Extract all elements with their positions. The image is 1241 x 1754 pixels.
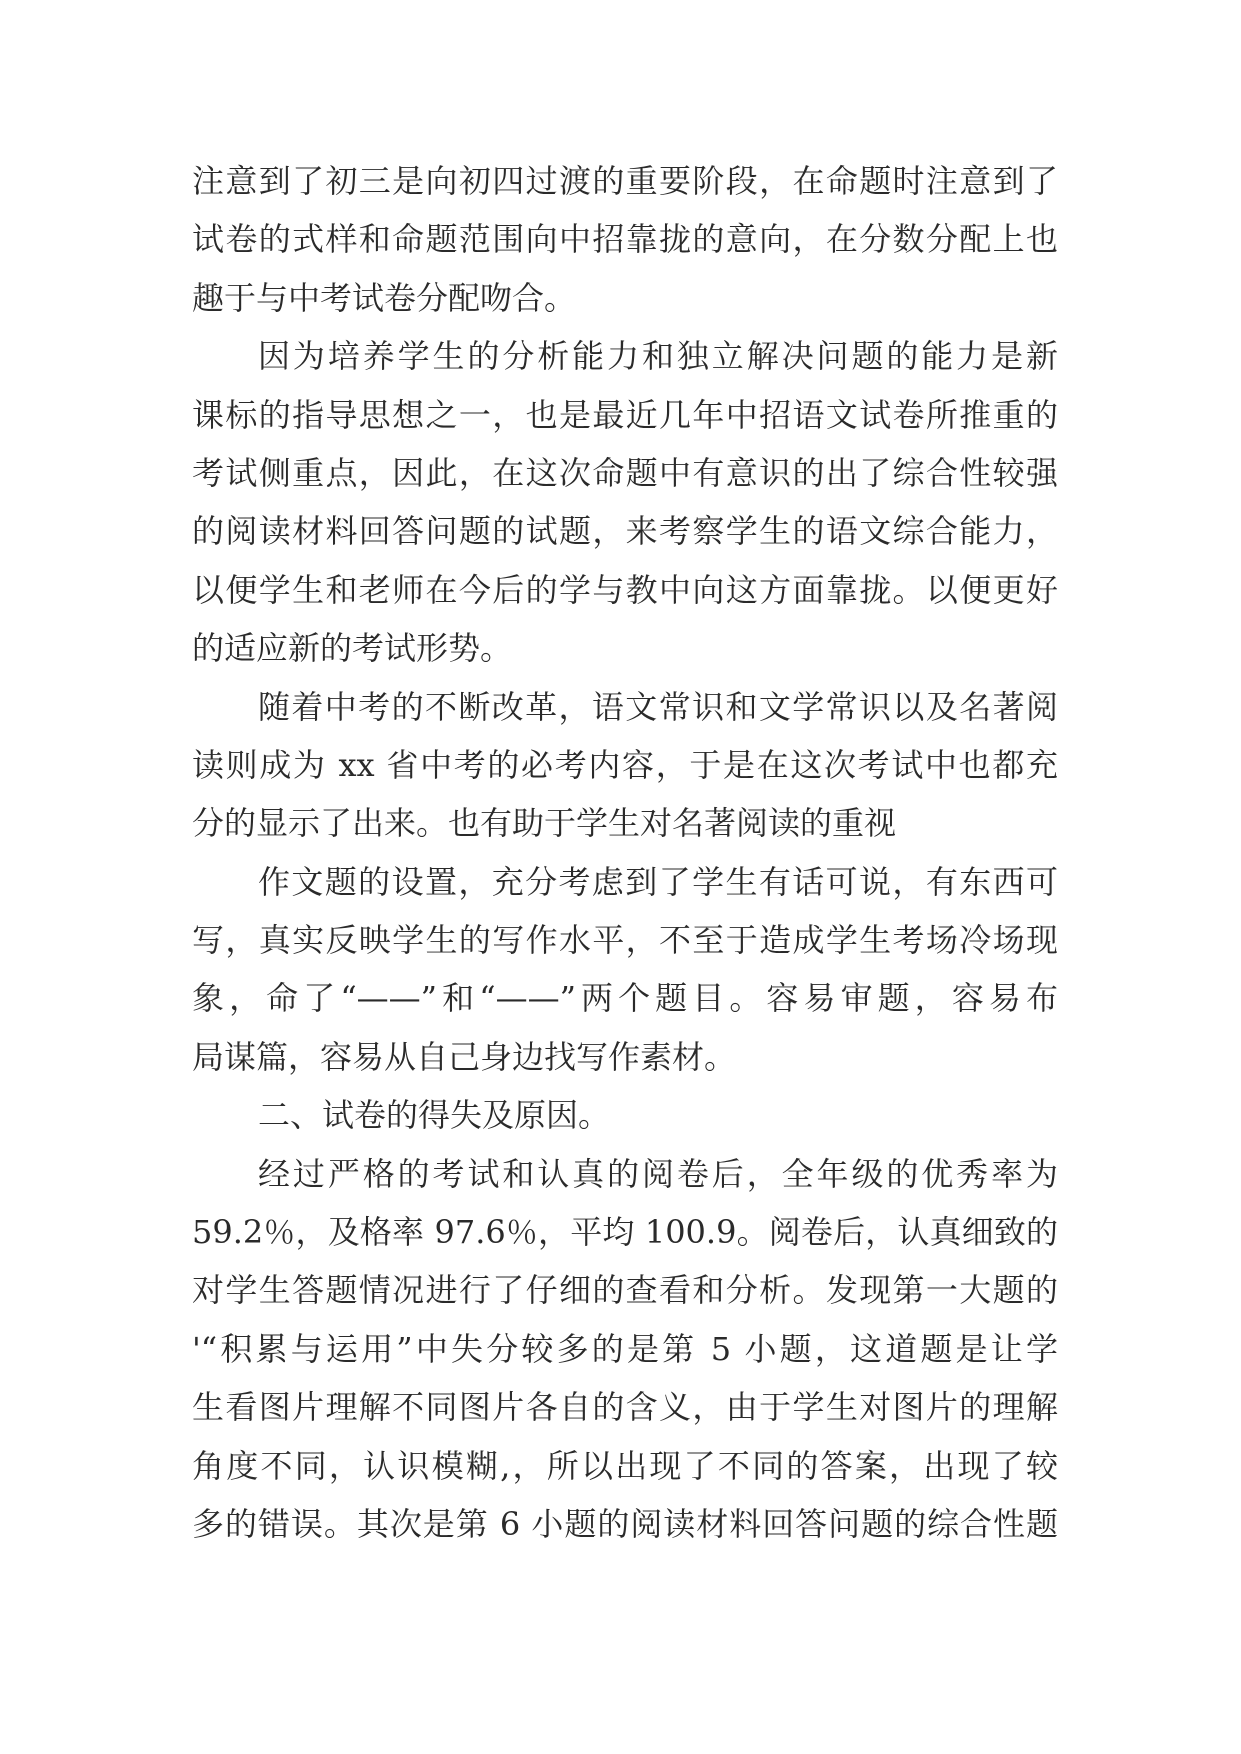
text-line: 的适应新的考试形势。 xyxy=(192,629,513,668)
text-line: 生看图片理解不同图片各自的含义，由于学生对图片的理解 xyxy=(192,1388,1058,1427)
text-line: 趣于与中考试卷分配吻合。 xyxy=(192,278,577,317)
text-line: 角度不同，认识模糊,，所以出现了不同的答案，出现了较 xyxy=(192,1446,1058,1485)
text-line: 课标的指导思想之一，也是最近几年中招语文试卷所推重的 xyxy=(192,395,1058,434)
text-line: 考试侧重点，因此，在这次命题中有意识的出了综合性较强 xyxy=(192,453,1058,492)
paragraph xyxy=(192,678,1058,853)
text-line: 随着中考的不断改革，语文常识和文学常识以及名著阅 xyxy=(258,687,1058,726)
text-line: 象，命了“——”和“——”两个题目。容易审题，容易布 xyxy=(192,979,1058,1018)
paragraph xyxy=(192,853,1058,1087)
paragraph xyxy=(192,1145,1058,1554)
text-line: 分的显示了出来。也有助于学生对名著阅读的重视 xyxy=(192,804,897,843)
text-line: 局谋篇，容易从自己身边找写作素材。 xyxy=(192,1037,737,1076)
text-line: 试卷的式样和命题范围向中招靠拢的意向，在分数分配上也 xyxy=(192,220,1058,259)
text-line: 对学生答题情况进行了仔细的查看和分析。发现第一大题的 xyxy=(192,1271,1058,1310)
text-line: '“积累与运用”中失分较多的是第 5 小题，这道题是让学 xyxy=(192,1329,1058,1368)
text-line: 二、试卷的得失及原因。 xyxy=(258,1096,611,1135)
paragraph xyxy=(192,327,1058,677)
text-line: 多的错误。其次是第 6 小题的阅读材料回答问题的综合性题 xyxy=(192,1504,1058,1543)
text-line: 读则成为 xx 省中考的必考内容，于是在这次考试中也都充 xyxy=(192,745,1058,784)
text-line: 以便学生和老师在今后的学与教中向这方面靠拢。以便更好 xyxy=(192,570,1058,609)
text-line: 的阅读材料回答问题的试题，来考察学生的语文综合能力， xyxy=(192,512,1058,551)
text-line: 写，真实反映学生的写作水平，不至于造成学生考场冷场现 xyxy=(192,921,1058,960)
text-line: 经过严格的考试和认真的阅卷后，全年级的优秀率为 xyxy=(258,1154,1058,1193)
paragraph xyxy=(192,152,1058,327)
text-line: 因为培养学生的分析能力和独立解决问题的能力是新 xyxy=(258,337,1058,376)
body-text xyxy=(192,152,1058,1553)
text-line: 59.2％，及格率 97.6％，平均 100.9。阅卷后，认真细致的 xyxy=(192,1213,1058,1252)
text-line: 注意到了初三是向初四过渡的重要阶段，在命题时注意到了 xyxy=(192,162,1058,200)
section-heading xyxy=(192,1086,1058,1144)
text-line: 作文题的设置，充分考虑到了学生有话可说，有东西可 xyxy=(258,862,1058,901)
